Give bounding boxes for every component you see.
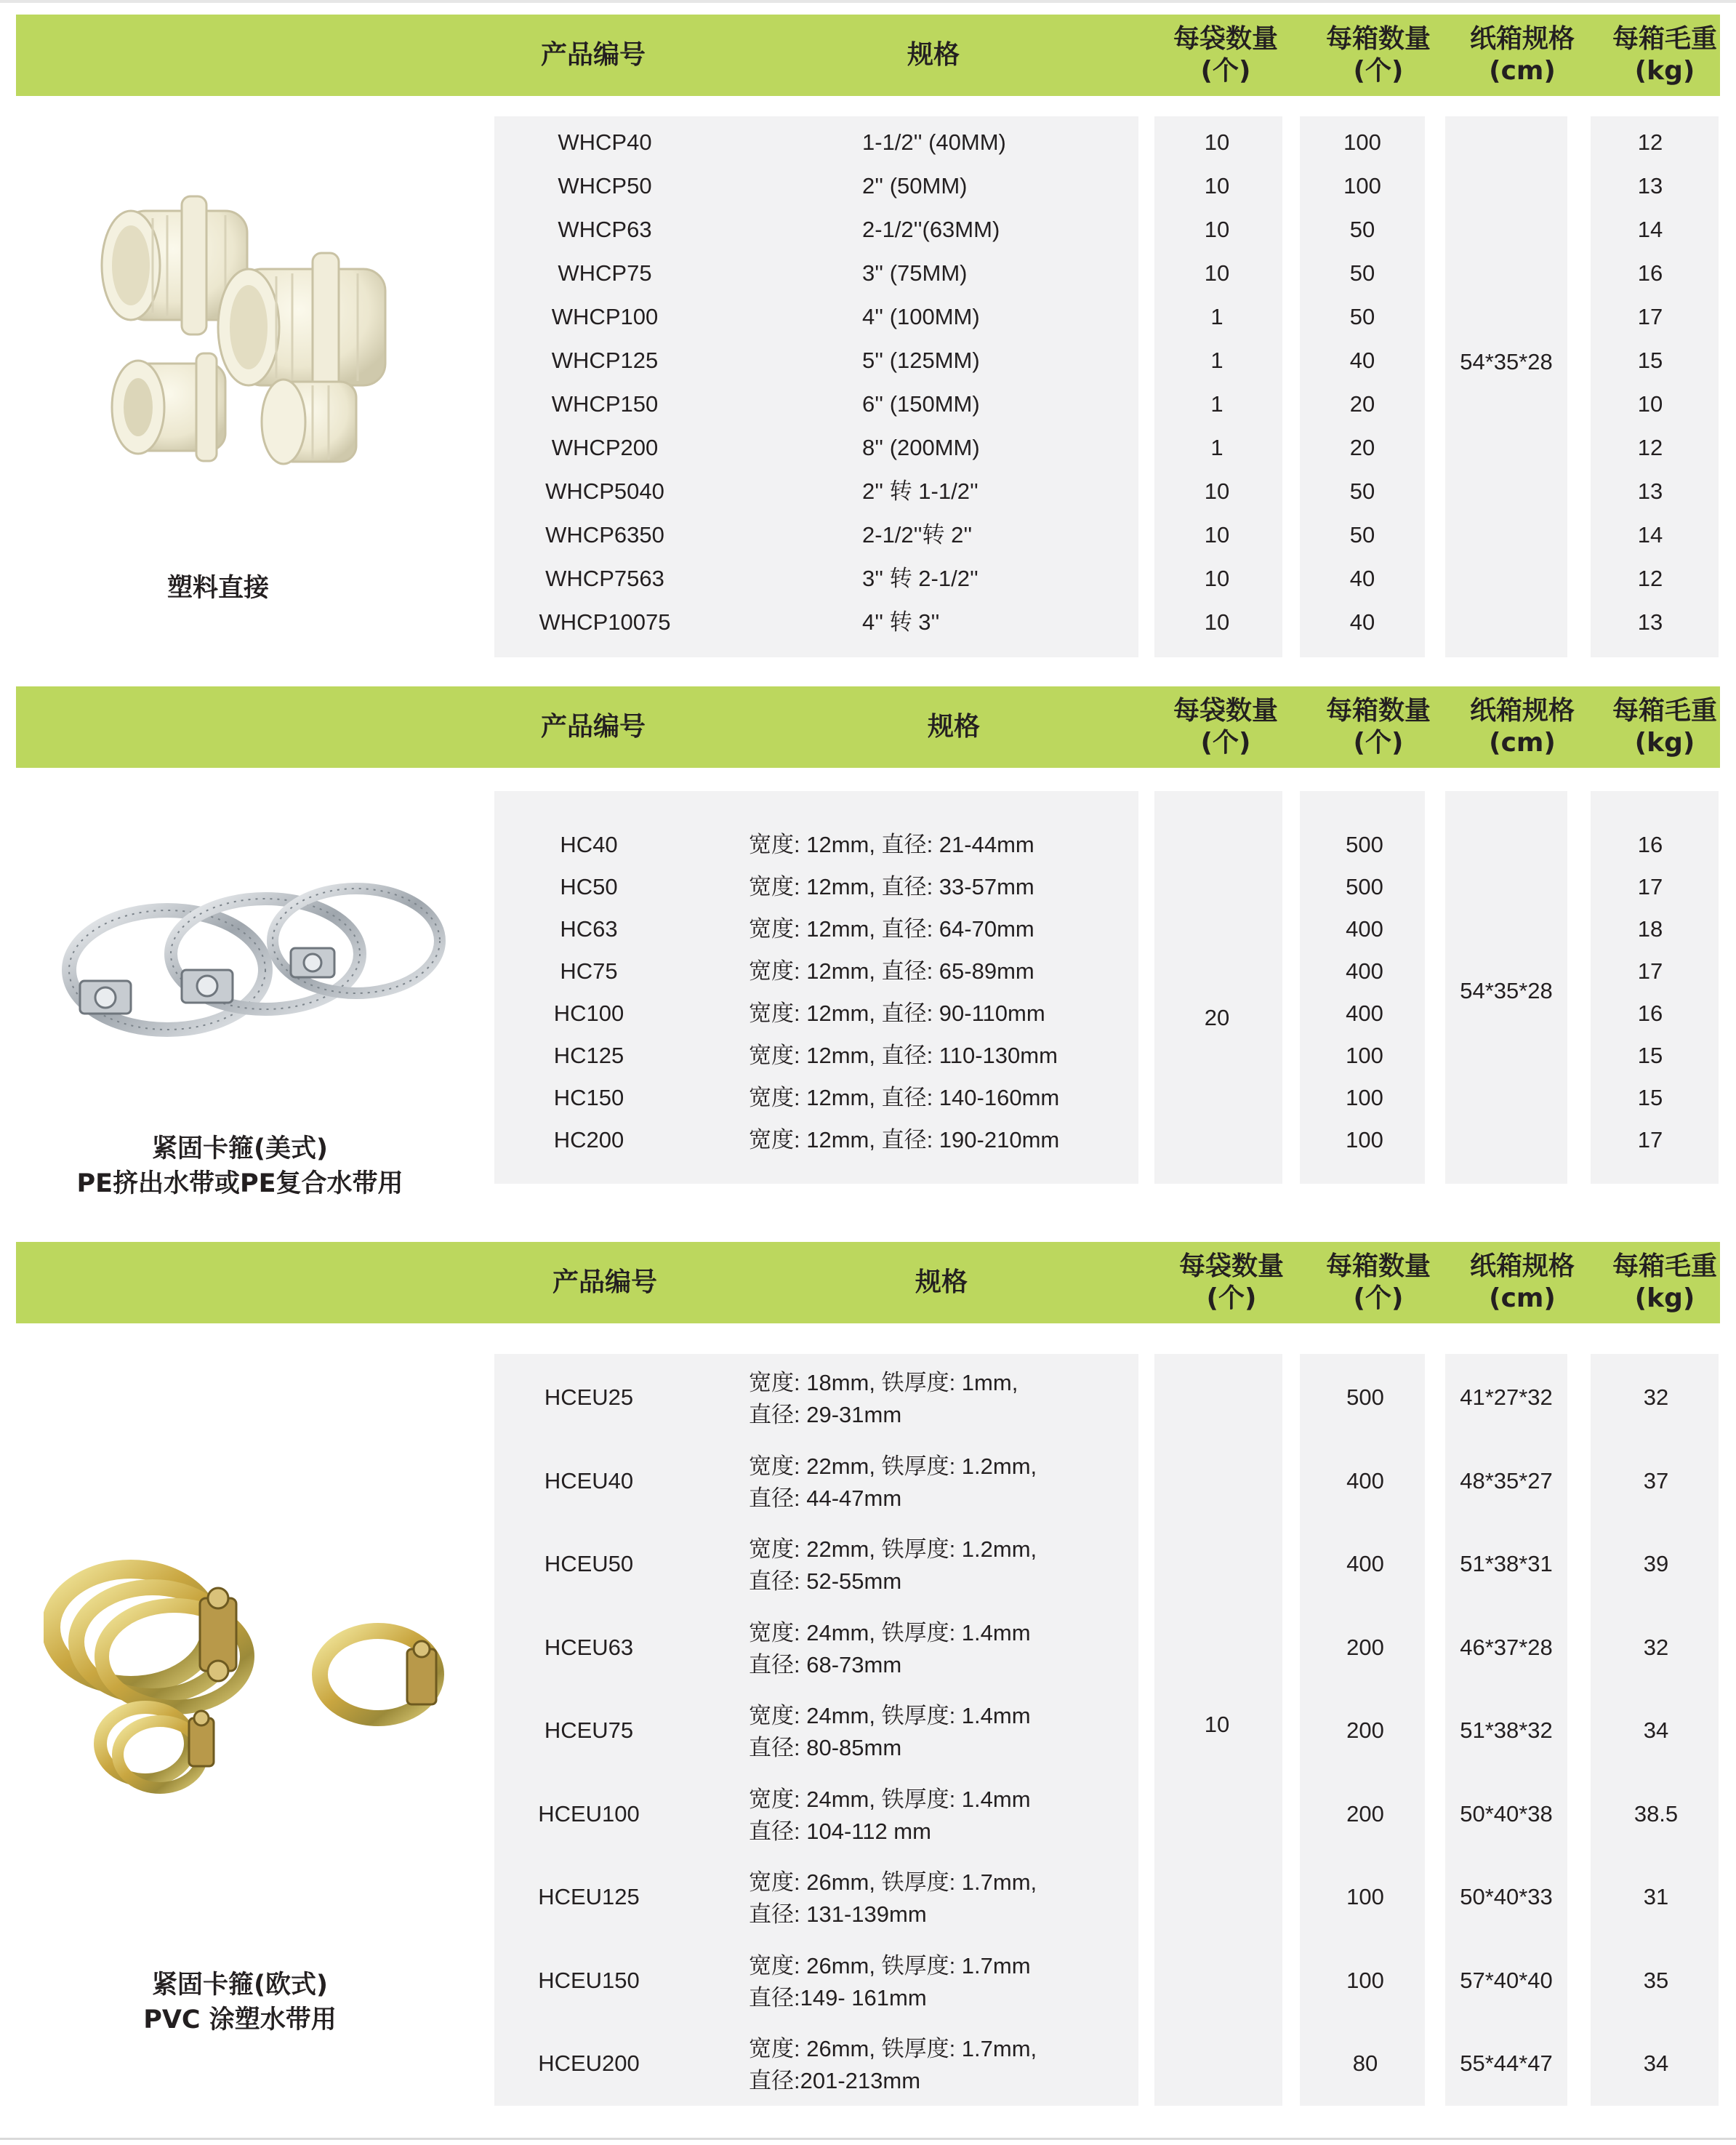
header-code: 产品编号 <box>540 712 646 742</box>
box-qty: 50 <box>1349 304 1375 329</box>
spec-line: 直径: 29-31mm <box>749 1402 902 1427</box>
header-gross-weight: 每箱毛重 (kg) <box>1612 1251 1718 1313</box>
bag-qty: 10 <box>1204 173 1230 199</box>
header-box-qty: 每箱数量 (个) <box>1325 696 1431 758</box>
header-bag-qty: 每袋数量 (个) <box>1173 696 1279 758</box>
header-spec: 规格 <box>915 1267 968 1297</box>
header-carton-size: 纸箱规格 (cm) <box>1469 24 1575 86</box>
spec-line: 宽度: 22mm, 铁厚度: 1.2mm, <box>749 1454 1037 1479</box>
bag-qty: 10 <box>1204 260 1230 286</box>
spec-line: 宽度: 26mm, 铁厚度: 1.7mm, <box>749 1869 1037 1895</box>
box-qty: 50 <box>1349 260 1375 286</box>
spec: 宽度: 12mm, 直径: 65-89mm <box>749 958 1034 984</box>
gross-weight: 12 <box>1637 129 1663 155</box>
spec-line: 直径: 104-112 mm <box>749 1819 931 1844</box>
spec-line: 宽度: 24mm, 铁厚度: 1.4mm <box>749 1620 1031 1645</box>
carton-size: 51*38*31 <box>1460 1551 1553 1576</box>
product-code: HC40 <box>560 832 618 857</box>
box-qty: 400 <box>1346 1468 1384 1494</box>
gross-weight: 17 <box>1637 304 1663 329</box>
carton-size: 57*40*40 <box>1460 1968 1553 1993</box>
product-code: HC200 <box>553 1127 624 1152</box>
connector-piece-4 <box>262 380 356 464</box>
carton-size: 50*40*33 <box>1460 1884 1553 1909</box>
carton-size: 51*38*32 <box>1460 1717 1553 1743</box>
box-qty: 500 <box>1346 832 1383 857</box>
product-code: HCEU150 <box>538 1968 640 1993</box>
product-code: WHCP63 <box>558 217 652 242</box>
bottom-rule <box>0 2138 1736 2140</box>
spec <box>749 1700 1031 1764</box>
spec: 3'' (75MM) <box>862 260 968 286</box>
gross-weight: 32 <box>1643 1635 1669 1660</box>
spec-line: 宽度: 26mm, 铁厚度: 1.7mm <box>749 1953 1031 1978</box>
product-code: HCEU200 <box>538 2050 640 2076</box>
spec <box>749 2033 1037 2097</box>
header-code: 产品编号 <box>540 40 646 70</box>
spec: 6'' (150MM) <box>862 391 980 417</box>
header-spec: 规格 <box>907 40 960 70</box>
spec: 2-1/2''转 2'' <box>862 522 973 548</box>
table-header <box>16 15 1720 96</box>
header-bag-qty: 每袋数量 (个) <box>1178 1251 1285 1313</box>
box-qty: 200 <box>1346 1801 1384 1827</box>
header-spec: 规格 <box>927 712 981 742</box>
gross-weight: 18 <box>1637 916 1663 942</box>
spec: 2-1/2''(63MM) <box>862 217 1000 242</box>
gross-weight: 39 <box>1643 1551 1669 1576</box>
gross-weight: 14 <box>1637 522 1663 548</box>
product-code: WHCP150 <box>551 391 659 417</box>
box-qty: 500 <box>1346 874 1383 899</box>
box-qty: 20 <box>1349 435 1375 460</box>
gross-weight: 15 <box>1637 1085 1663 1110</box>
spec <box>749 1451 1037 1515</box>
box-qty: 50 <box>1349 478 1375 504</box>
bag-qty: 1 <box>1210 348 1223 373</box>
product-code: HC50 <box>560 874 618 899</box>
box-qty: 200 <box>1346 1635 1384 1660</box>
product-code: HC75 <box>560 958 618 984</box>
gross-weight: 15 <box>1637 1043 1663 1068</box>
box-qty: 50 <box>1349 522 1375 548</box>
bag-qty-value: 20 <box>1204 1005 1230 1030</box>
section-label: 紧固卡箍(欧式) PVC 涂塑水带用 <box>143 1970 337 2034</box>
gross-weight: 37 <box>1643 1468 1669 1494</box>
bag-qty: 10 <box>1204 522 1230 548</box>
spec-line: 宽度: 26mm, 铁厚度: 1.7mm, <box>749 2036 1037 2061</box>
spec-line: 宽度: 22mm, 铁厚度: 1.2mm, <box>749 1536 1037 1562</box>
bag-qty: 10 <box>1204 609 1230 635</box>
product-code: WHCP200 <box>551 435 659 460</box>
bag-qty: 1 <box>1210 391 1223 417</box>
section-label: 塑料直接 <box>166 574 270 603</box>
box-qty: 50 <box>1349 217 1375 242</box>
connector-piece-2 <box>218 253 385 398</box>
section-label: 紧固卡箍(美式) PE挤出水带或PE复合水带用 <box>76 1134 403 1198</box>
carton-column-panel <box>1445 116 1567 657</box>
gross-weight: 13 <box>1637 609 1663 635</box>
product-code: WHCP10075 <box>539 609 671 635</box>
gross-weight: 17 <box>1637 958 1663 984</box>
product-code: WHCP7563 <box>545 566 664 591</box>
product-code: HCEU25 <box>544 1384 634 1410</box>
gross-weight: 12 <box>1637 566 1663 591</box>
spec-line: 直径:201-213mm <box>749 2068 921 2093</box>
header-box-qty: 每箱数量 (个) <box>1325 24 1431 86</box>
spec: 宽度: 12mm, 直径: 33-57mm <box>749 874 1034 899</box>
gross-weight: 14 <box>1637 217 1663 242</box>
gross-weight: 32 <box>1643 1384 1669 1410</box>
carton-size: 48*35*27 <box>1460 1468 1553 1494</box>
gross-weight: 13 <box>1637 478 1663 504</box>
gross-weight: 31 <box>1643 1884 1669 1909</box>
spec-line: 宽度: 18mm, 铁厚度: 1mm, <box>749 1370 1018 1395</box>
spec-line: 宽度: 24mm, 铁厚度: 1.4mm <box>749 1703 1031 1728</box>
bag-qty: 10 <box>1204 217 1230 242</box>
header-gross-weight: 每箱毛重 (kg) <box>1612 696 1718 758</box>
product-code: WHCP50 <box>558 173 652 199</box>
spec-line: 直径: 68-73mm <box>749 1652 902 1677</box>
product-code: HCEU125 <box>538 1884 640 1909</box>
gross-weight: 17 <box>1637 874 1663 899</box>
header-carton-size: 纸箱规格 (cm) <box>1469 1251 1575 1313</box>
header-box-qty: 每箱数量 (个) <box>1325 1251 1431 1313</box>
spec: 宽度: 12mm, 直径: 140-160mm <box>749 1085 1060 1110</box>
spec <box>749 1867 1037 1930</box>
gross-weight: 35 <box>1643 1968 1669 1993</box>
bag-qty: 1 <box>1210 304 1223 329</box>
box-qty: 400 <box>1346 1551 1384 1576</box>
header-carton-size: 纸箱规格 (cm) <box>1469 696 1575 758</box>
box-qty: 100 <box>1346 1043 1383 1068</box>
spec: 宽度: 12mm, 直径: 90-110mm <box>749 1001 1045 1026</box>
spec: 3'' 转 2-1/2'' <box>862 566 978 591</box>
box-qty: 40 <box>1349 566 1375 591</box>
carton-size: 41*27*32 <box>1460 1384 1553 1410</box>
spec: 4'' 转 3'' <box>862 609 940 635</box>
spec: 宽度: 12mm, 直径: 190-210mm <box>749 1127 1060 1152</box>
bag-qty: 1 <box>1210 435 1223 460</box>
gross-weight: 16 <box>1637 260 1663 286</box>
product-code: HCEU100 <box>538 1801 640 1827</box>
gross-weight: 12 <box>1637 435 1663 460</box>
bag-qty-value: 10 <box>1204 1712 1230 1737</box>
plastic-connector-image <box>95 167 436 480</box>
spec: 5'' (125MM) <box>862 348 980 373</box>
box-qty: 100 <box>1343 129 1381 155</box>
spec: 宽度: 12mm, 直径: 64-70mm <box>749 916 1034 942</box>
spec-line: 直径: 44-47mm <box>749 1486 902 1511</box>
gross-weight: 13 <box>1637 173 1663 199</box>
product-code: WHCP5040 <box>545 478 664 504</box>
carton-size-value: 54*35*28 <box>1460 349 1553 374</box>
product-code: HC63 <box>560 916 618 942</box>
box-qty: 100 <box>1346 1884 1384 1909</box>
product-code: WHCP6350 <box>545 522 664 548</box>
spec-line: 直径:149- 161mm <box>749 1985 927 2010</box>
connector-piece-3 <box>112 353 225 461</box>
bag-qty: 10 <box>1204 129 1230 155</box>
box-qty: 40 <box>1349 609 1375 635</box>
header-code: 产品编号 <box>552 1267 658 1297</box>
product-code: HC100 <box>553 1001 624 1026</box>
product-code: HCEU63 <box>544 1635 634 1660</box>
gross-weight: 17 <box>1637 1127 1663 1152</box>
box-qty: 400 <box>1346 916 1383 942</box>
spec: 8'' (200MM) <box>862 435 980 460</box>
spec: 2'' 转 1-1/2'' <box>862 478 978 504</box>
product-code: HCEU75 <box>544 1717 634 1743</box>
top-rule <box>0 0 1736 3</box>
spec-line: 直径: 131-139mm <box>749 1901 927 1927</box>
spec <box>749 1533 1037 1597</box>
american-hose-clamp-image <box>58 861 451 1057</box>
spec-line: 宽度: 24mm, 铁厚度: 1.4mm <box>749 1787 1031 1812</box>
box-qty: 100 <box>1346 1085 1383 1110</box>
gross-weight: 10 <box>1637 391 1663 417</box>
spec <box>749 1784 1031 1848</box>
spec <box>749 1617 1031 1681</box>
bag-qty: 10 <box>1204 566 1230 591</box>
spec: 1-1/2'' (40MM) <box>862 129 1006 155</box>
box-qty: 80 <box>1352 2050 1378 2076</box>
spec-line: 直径: 52-55mm <box>749 1568 902 1594</box>
bag-qty: 10 <box>1204 478 1230 504</box>
product-code: HC125 <box>553 1043 624 1068</box>
gross-weight: 15 <box>1637 348 1663 373</box>
spec-line: 直径: 80-85mm <box>749 1735 902 1760</box>
box-qty: 100 <box>1346 1968 1384 1993</box>
table-header <box>16 1242 1720 1323</box>
box-qty: 20 <box>1349 391 1375 417</box>
box-qty: 40 <box>1349 348 1375 373</box>
product-code: HC150 <box>553 1085 624 1110</box>
product-code: WHCP100 <box>551 304 659 329</box>
box-qty: 100 <box>1346 1127 1383 1152</box>
bag-column-panel <box>1154 791 1282 1184</box>
box-qty: 100 <box>1343 173 1381 199</box>
carton-size: 46*37*28 <box>1460 1635 1553 1660</box>
spec: 宽度: 12mm, 直径: 21-44mm <box>749 832 1034 857</box>
product-code: WHCP75 <box>558 260 652 286</box>
spec: 2'' (50MM) <box>862 173 968 199</box>
gross-weight: 16 <box>1637 832 1663 857</box>
product-code: HCEU50 <box>544 1551 634 1576</box>
spec: 宽度: 12mm, 直径: 110-130mm <box>749 1043 1058 1068</box>
table-header <box>16 686 1720 768</box>
spec: 4'' (100MM) <box>862 304 980 329</box>
product-code: WHCP125 <box>551 348 659 373</box>
carton-size: 55*44*47 <box>1460 2050 1553 2076</box>
gross-weight: 16 <box>1637 1001 1663 1026</box>
box-qty: 400 <box>1346 1001 1383 1026</box>
header-gross-weight: 每箱毛重 (kg) <box>1612 24 1718 86</box>
gross-weight: 34 <box>1643 2050 1669 2076</box>
box-qty: 500 <box>1346 1384 1384 1410</box>
carton-size-value: 54*35*28 <box>1460 978 1553 1003</box>
gross-weight: 34 <box>1643 1717 1669 1743</box>
product-code: HCEU40 <box>544 1468 634 1494</box>
box-qty: 400 <box>1346 958 1383 984</box>
european-hose-clamp-image <box>44 1547 458 1795</box>
spec <box>749 1367 1018 1431</box>
carton-size: 50*40*38 <box>1460 1801 1553 1827</box>
gross-weight: 38.5 <box>1633 1801 1679 1827</box>
spec <box>749 1950 1031 2014</box>
box-qty: 200 <box>1346 1717 1384 1743</box>
header-bag-qty: 每袋数量 (个) <box>1173 24 1279 86</box>
product-code: WHCP40 <box>558 129 652 155</box>
